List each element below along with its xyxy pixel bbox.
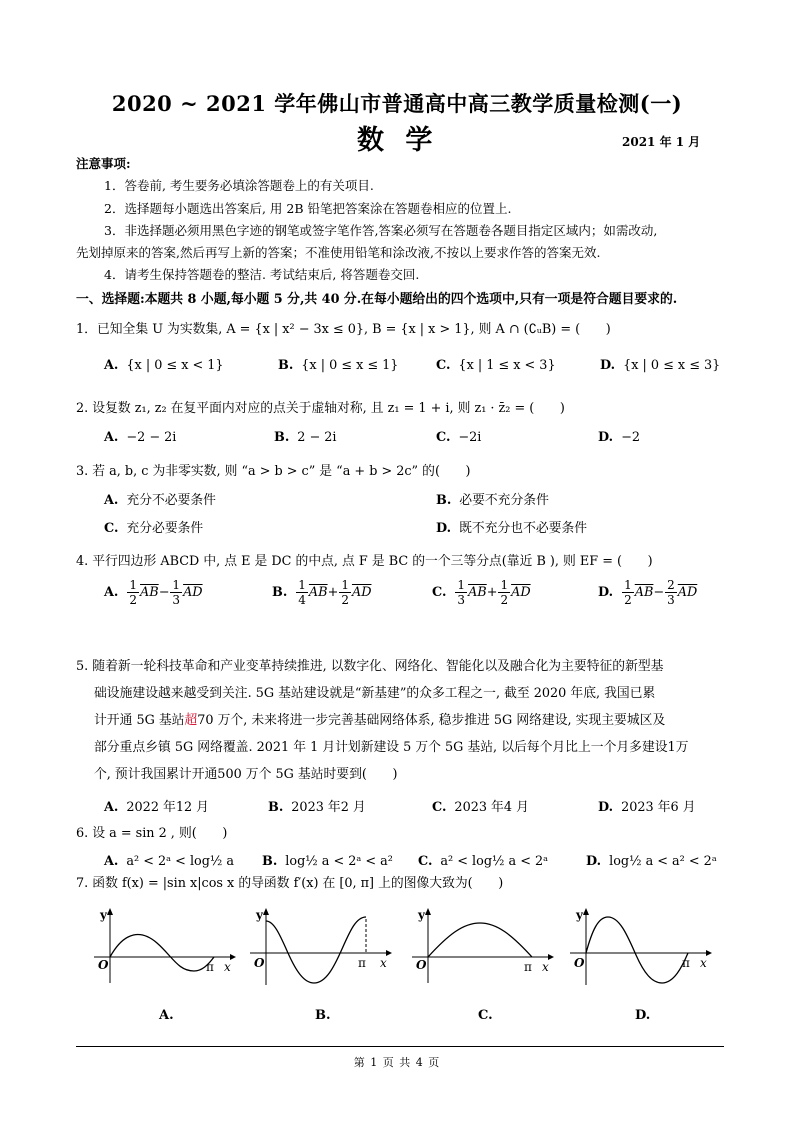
highlight-text: 超 [184,713,198,728]
question-5-line: 个, 预计我国累计开通500 万个 5G 基站时要到( ) [94,767,398,782]
y-label: y [418,908,425,922]
q2-option-b: B. 2 − 2i [274,430,337,445]
y-axis-arrow [583,908,589,915]
origin-label: O [574,956,585,970]
q3-option-d: D. 既不充分也不必要条件 [436,521,588,536]
question-5-line: 5. 随着新一轮科技革命和产业变革持续推进, 以数字化、网络化、智能化以及融合化为主要特征的新型基 [76,659,664,674]
q6-option-b: B. log½ a < 2ᵃ < a² [262,854,393,869]
notice-item: 1．答卷前, 考生要务必填涂答题卷上的有关项目. [104,178,374,193]
q4-option-b: B. $\frac{1}{4}$ $\overline{AB}+$ $\frac{1}{2}$ $\overline{AD}$ [272,578,372,607]
x-label: x [542,960,549,974]
curve-a [110,935,214,971]
q2-option-d: D. −2 [598,430,640,445]
x-label: x [700,956,707,970]
graph-b [246,905,396,987]
exam-date: 2021 年 1 月 [622,135,701,149]
origin-label: O [416,958,427,972]
question-7-stem: 7. 函数 f(x) = |sin x|cos x 的导函数 f′(x) 在 [0, π] 上的图像大致为( ) [76,876,504,891]
origin-label: O [98,958,109,972]
y-label: y [100,908,107,922]
notice-heading: 注意事项: [76,156,131,171]
q5-option-d: D. 2023 年6 月 [598,800,696,815]
curve-b [266,917,366,983]
y-label: y [576,908,583,922]
q5-option-b: B. 2023 年2 月 [268,800,366,815]
q1-option-b: B. {x | 0 ≤ x ≤ 1} [278,358,399,373]
q3-option-c: C. 充分必要条件 [104,521,204,536]
question-5-line: 础设施建设越来越受到关注. 5G 基站建设就是“新基建”的众多工程之一, 截至 2020 年底, 我国已累 [94,686,656,701]
q3-option-a: A. 充分不必要条件 [104,493,216,508]
graph-a-label: A. [159,1008,174,1023]
pi-label: π [358,956,366,970]
q6-option-c: C. a² < log½ a < 2ᵃ [418,854,549,869]
notice-item: 2．选择题每小题选出答案后, 用 2B 铅笔把答案涂在答题卷相应的位置上. [104,201,512,216]
graph-c-label: C. [478,1008,493,1023]
question-4-stem: 4. 平行四边形 ABCD 中, 点 E 是 DC 的中点, 点 F 是 BC 的一个三等分点(靠近 B ), 则 EF = ( ) [76,554,653,569]
x-axis-arrow [706,950,712,956]
notice-item: 4．请考生保持答题卷的整洁. 考试结束后, 将答题卷交回. [104,267,420,282]
x-label: x [224,960,231,974]
q4-option-c: C. $\frac{1}{3}$ $\overline{AB}+$ $\frac{1}{2}$ $\overline{AD}$ [432,578,531,607]
question-1-stem: 1．已知全集 U 为实数集, A = {x | x² − 3x ≤ 0}, B = {x | x > 1}, 则 A ∩ (∁ᵤB) = ( ) [76,322,611,337]
question-5-line: 部分重点乡镇 5G 网络覆盖. 2021 年 1 月计划新建设 5 万个 5G 基站, 以后每个月比上一个月多建设1万 [94,740,689,755]
graph-d-label: D. [635,1008,651,1023]
subject-heading: 数 学 [357,125,439,156]
q4-option-a: A. $\frac{1}{2}$ $\overline{AB}-$ $\frac{1}{3}$ $\overline{AD}$ [104,578,203,607]
page-title: 2020 ~ 2021 学年佛山市普通高中高三教学质量检测(一) [111,91,683,116]
x-axis-arrow [386,950,392,956]
curve-c [428,923,532,957]
graph-a [90,905,240,985]
q1-option-c: C. {x | 1 ≤ x < 3} [436,358,556,373]
origin-label: O [254,956,265,970]
y-axis-arrow [263,908,269,915]
footer-divider [76,1046,724,1047]
q1-option-d: D. {x | 0 ≤ x ≤ 3} [600,358,721,373]
q1-option-a: A. {x | 0 ≤ x < 1} [104,358,224,373]
x-label: x [380,956,387,970]
q4-option-d: D. $\frac{1}{2}$ $\overline{AB}-$ $\frac{2}{3}$ $\overline{AD}$ [598,578,698,607]
q6-option-a: A. a² < 2ᵃ < log½ a [104,854,235,869]
question-6-stem: 6. 设 a = sin 2 , 则( ) [76,826,228,841]
x-axis-arrow [230,954,236,960]
x-axis-arrow [548,954,554,960]
q3-option-b: B. 必要不充分条件 [436,493,549,508]
notice-item: 3．非选择题必须用黑色字迹的钢笔或签字笔作答,答案必须写在答题卷各题目指定区域内；如需改动, [104,223,658,238]
y-label: y [256,908,263,922]
q5-option-a: A. 2022 年12 月 [104,800,209,815]
page-number: 第 1 页 共 4 页 [353,1056,441,1069]
q5-option-c: C. 2023 年4 月 [432,800,529,815]
graph-b-label: B. [315,1008,331,1023]
pi-label: π [524,960,532,974]
notice-item: 先划掉原来的答案,然后再写上新的答案；不准使用铅笔和涂改液,不按以上要求作答的答案无效. [76,245,601,260]
graph-c [408,905,558,985]
q2-option-a: A. −2 − 2i [104,430,177,445]
pi-label: π [682,956,690,970]
pi-label: π [206,960,214,974]
section-heading: 一、选择题:本题共 8 小题,每小题 5 分,共 40 分.在每小题给出的四个选项中,只有一项是符合题目要求的. [76,292,678,307]
graph-d [566,905,716,987]
q6-option-d: D. log½ a < a² < 2ᵃ [586,854,717,869]
question-3-stem: 3. 若 a, b, c 为非零实数, 则 “a > b > c” 是 “a + b > 2c” 的( ) [76,464,471,479]
y-axis-arrow [107,908,113,915]
q2-option-c: C. −2i [436,430,482,445]
question-5-line: 计开通 5G 基站超70 万个, 未来将进一步完善基础网络体系, 稳步推进 5G 网络建设, 实现主要城区及 [94,713,666,728]
question-2-stem: 2. 设复数 z₁, z₂ 在复平面内对应的点关于虚轴对称, 且 z₁ = 1 + i, 则 z₁ · z̄₂ = ( ) [76,401,565,416]
curve-d [586,917,688,983]
y-axis-arrow [425,908,431,915]
